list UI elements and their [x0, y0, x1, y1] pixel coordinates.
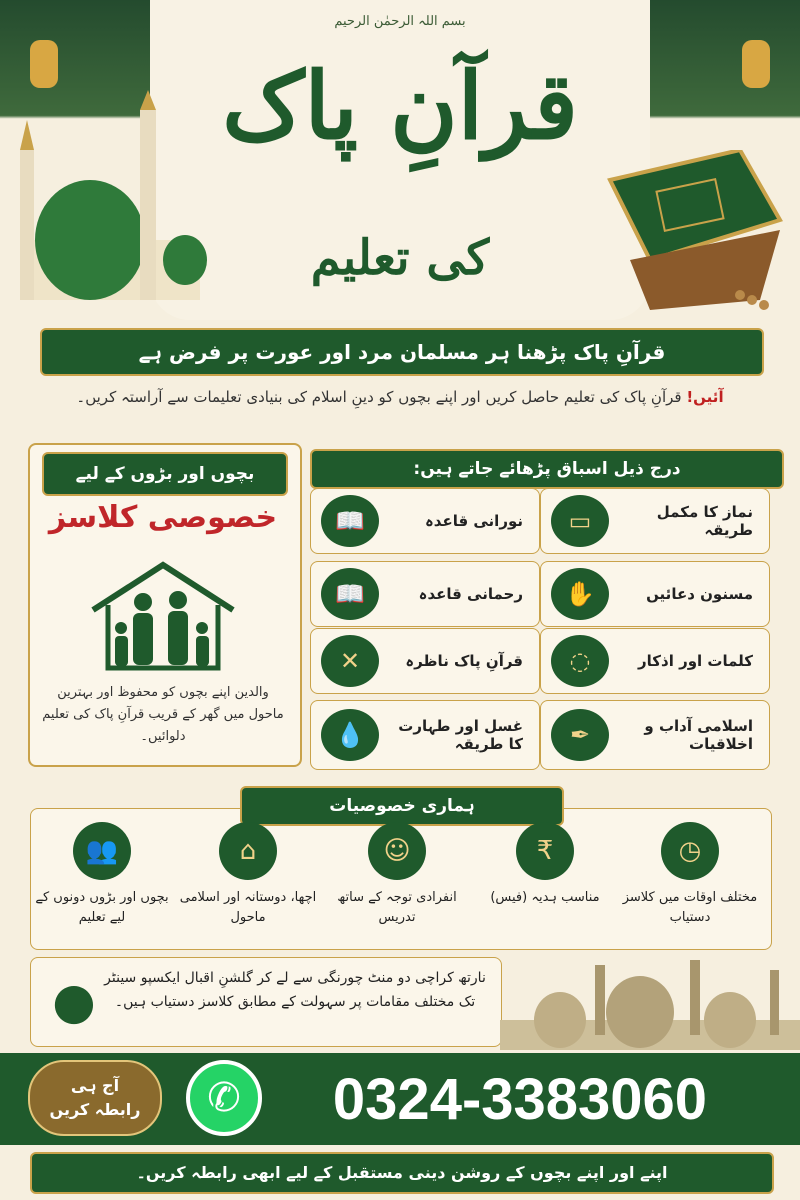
lesson-label: اسلامی آداب و اخلاقیات	[644, 717, 753, 753]
lesson-label: غسل اور طہارت کا طریقہ	[398, 717, 523, 753]
features-heading: ہماری خصوصیات	[240, 786, 564, 826]
lesson-card	[310, 628, 540, 694]
family-house-icon	[88, 560, 238, 672]
lesson-card	[310, 488, 540, 554]
phone-number[interactable]: 0324-3383060	[332, 1067, 708, 1132]
water-tap-icon: 💧	[321, 709, 379, 761]
whatsapp-icon[interactable]: ✆	[186, 1060, 262, 1136]
lesson-label: نماز کا مکمل طریقہ	[656, 503, 753, 539]
contact-now-badge	[28, 1060, 162, 1136]
lantern-icon	[30, 40, 58, 88]
praying-hands-icon: ✋	[551, 568, 609, 620]
clock-icon: ◷	[661, 822, 719, 880]
book-quill-icon: ✒	[551, 709, 609, 761]
book-icon: 📖	[321, 495, 379, 547]
lesson-label: کلمات اور اذکار	[638, 652, 753, 670]
prayer-mat-icon: ▭	[551, 495, 609, 547]
location-text: نارتھ کراچی دو منٹ چورنگی سے لے کر گلشنِ اقبال ایکسپو سینٹر تک مختلف مقامات پر سہولت کے مطابق کلاسز دستیاب ہیں۔	[104, 970, 486, 1010]
lesson-label: مسنون دعائیں	[646, 585, 753, 603]
location-pin-icon: ●	[52, 972, 96, 1030]
invite-lead: آئیں!	[686, 388, 724, 406]
feature-label: اچھا، دوستانہ اور اسلامی ماحول	[179, 890, 317, 925]
lantern-icon	[742, 40, 770, 88]
mosque-icon: ⌂	[219, 822, 277, 880]
lessons-heading: درج ذیل اسباق پڑھائے جاتے ہیں:	[310, 449, 784, 489]
feature-item	[620, 822, 760, 928]
lesson-label: قرآنِ پاک ناظرہ	[405, 652, 523, 670]
quran-stand-icon: ✕	[321, 635, 379, 687]
lesson-card	[310, 561, 540, 627]
lesson-label: نورانی قاعدہ	[425, 512, 523, 530]
badge-line: رابطہ کریں	[49, 1100, 141, 1119]
prayer-beads-icon: ◌	[551, 635, 609, 687]
book-icon: 📖	[321, 568, 379, 620]
page-subtitle: کی تعلیم	[310, 230, 490, 286]
badge-line: آج ہی	[70, 1076, 120, 1095]
mosque-skyline-illustration	[500, 950, 800, 1050]
invite-text	[30, 388, 770, 406]
fard-banner: قرآنِ پاک پڑھنا ہر مسلمان مرد اور عورت پر فرض ہے	[40, 328, 764, 376]
lesson-card	[540, 700, 770, 770]
lesson-card	[540, 561, 770, 627]
feature-label: مختلف اوقات میں کلاسز دستیاب	[622, 890, 758, 925]
quran-book-illustration	[590, 150, 790, 330]
lesson-card	[310, 700, 540, 770]
lesson-card	[540, 628, 770, 694]
feature-item	[178, 822, 318, 928]
lesson-card	[540, 488, 770, 554]
feature-label: مناسب ہدیہ (فیس)	[490, 890, 600, 905]
special-classes-description: والدین اپنے بچوں کو محفوظ اور بہترین ماحول میں گھر کے قریب قرآنِ پاک کی تعلیم دلوائیں۔	[42, 685, 284, 744]
feature-item	[32, 822, 172, 928]
special-classes-title: خصوصی کلاسز	[48, 500, 278, 535]
feature-item	[475, 822, 615, 908]
feature-label: انفرادی توجہ کے ساتھ تدریس	[337, 890, 457, 925]
page-title: قرآنِ پاک	[222, 52, 578, 160]
people-icon: 👥	[73, 822, 131, 880]
special-classes-heading: بچوں اور بڑوں کے لیے	[42, 452, 288, 496]
lesson-label: رحمانی قاعدہ	[418, 585, 523, 603]
feature-label: بچوں اور بڑوں دونوں کے لیے تعلیم	[35, 890, 169, 925]
bismillah: بسم اللہ الرحمٰن الرحیم	[334, 14, 466, 29]
rupee-hand-icon: ₹	[516, 822, 574, 880]
footer-banner: اپنے اور اپنے بچوں کے روشن دینی مستقبل کے لیے ابھی رابطہ کریں۔	[30, 1152, 774, 1194]
invite-body: قرآنِ پاک کی تعلیم حاصل کریں اور اپنے بچوں کو دینِ اسلام کی بنیادی تعلیمات سے آراستہ کریں۔	[76, 388, 682, 406]
feature-item	[327, 822, 467, 928]
student-reading-icon: ☺	[368, 822, 426, 880]
